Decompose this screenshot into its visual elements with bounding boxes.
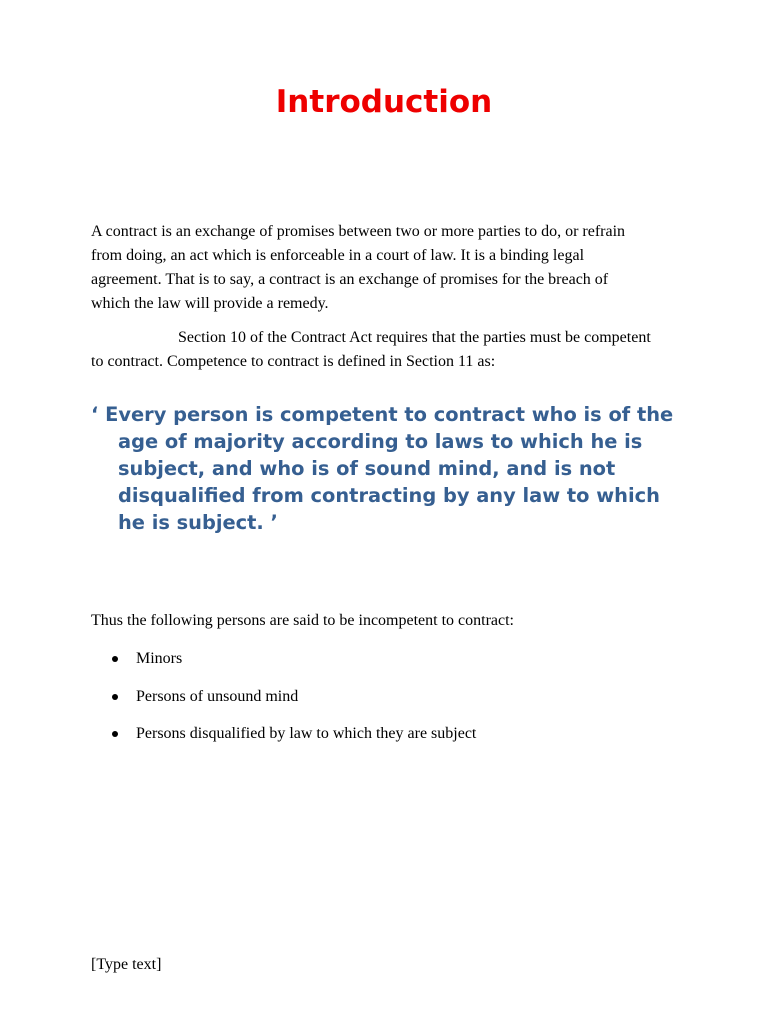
bullet-icon [112,731,118,737]
list-item-text: Persons disqualified by law to which they are subject [136,725,477,742]
list-item [91,722,651,760]
intro-paragraph: A contract is an exchange of promises between two or more parties to do, or refrain from doing, an act which is enforceable in a court of law. It is a binding legal agreement. That is to say, a contract is an exchange of promises for the breach of which the law will provide a remedy. [91,223,626,312]
section-10-paragraph: Section 10 of the Contract Act requires that the parties must be competent to contract. Competence to contract is defined in Section 11 as: [91,329,651,370]
list-item-text: Persons of unsound mind [136,687,299,705]
footer-placeholder-text: [Type text] [91,956,162,973]
list-item-text: Minors [136,650,183,667]
bullet-icon [112,656,118,662]
list-item [91,647,651,685]
list-item [91,685,651,723]
section-11-quote: ‘ Every person is competent to contract who is of the age of majority according to laws to which he is subject, and who is of sound mind, and is not disqualified from contracting by any law to which he is subject. ’ [91,403,674,534]
page-title: Introduction [275,84,493,120]
incompetent-persons-intro: Thus the following persons are said to be incompetent to contract: [91,612,514,629]
incompetent-persons-list [91,647,651,760]
bullet-icon [112,694,118,700]
